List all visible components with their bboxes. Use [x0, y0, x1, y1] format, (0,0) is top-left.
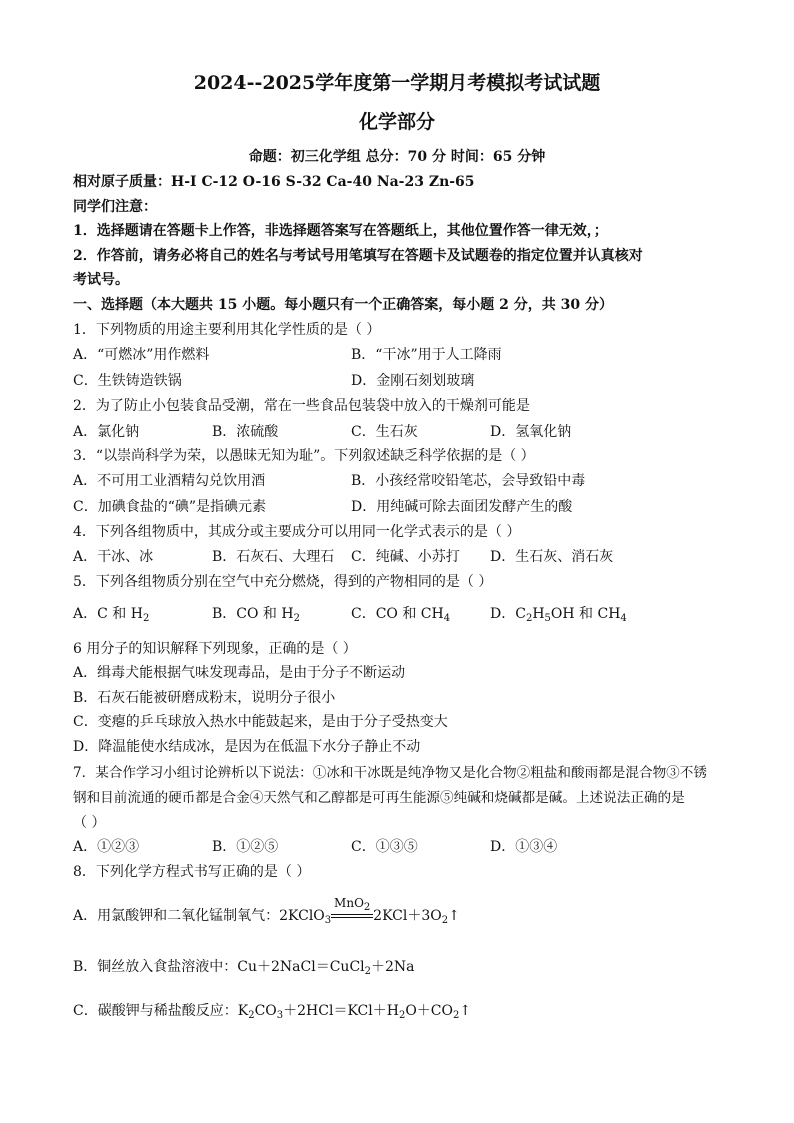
exam-subtitle: 化学部分 [358, 111, 435, 133]
question-stem: 6 用分子的知识解释下列现象，正确的是（ ） [73, 641, 357, 657]
option-a: A．“可燃冰”用作燃料 [73, 347, 210, 363]
option-d: D．氢氧化钠 [490, 424, 572, 440]
formula-text: B．CO 和 H [212, 606, 294, 622]
option-b: B．①②⑤ [212, 839, 279, 855]
question-stem: 7．某合作学习小组讨论辨析以下说法：①冰和干冰既是纯净物又是化合物②粗盐和酸雨都是混合物③不锈 [73, 765, 707, 781]
option-c [351, 605, 450, 623]
question-stem: 1．下列物质的用途主要利用其化学性质的是（ ） [73, 322, 381, 338]
formula-text: A．C 和 H [73, 606, 143, 622]
option-b: B．石灰石能被研磨成粉末，说明分子很小 [73, 690, 336, 706]
equation-text: 2KClO [279, 908, 325, 924]
equals-sign [331, 914, 373, 918]
formula-text: D．C [490, 606, 526, 622]
notice-1: 1．选择题请在答题卡上作答，非选择题答案写在答题纸上，其他位置作答一律无效，； [73, 223, 608, 239]
exam-title: 2024--2025学年度第一学期月考模拟考试试题 [193, 72, 601, 94]
question-stem: 5．下列各组物质分别在空气中充分燃烧，得到的产物相同的是（ ） [73, 574, 493, 590]
option-c: C．变瘪的乒乓球放入热水中能鼓起来，是由于分子受热变大 [73, 714, 448, 730]
option-c: C．①③⑤ [351, 839, 418, 855]
option-a: A．①②③ [73, 839, 140, 855]
option-d [490, 605, 627, 623]
option-b: B．“干冰”用于人工降雨 [351, 347, 502, 363]
catalyst-label [331, 894, 373, 912]
subscript: 5 [544, 613, 551, 624]
gas-arrow: ↑ [448, 908, 460, 924]
option-d: D．生石灰、消石灰 [490, 549, 614, 565]
section-heading: 一、选择题（本大题共 15 小题。每小题只有一个正确答案，每小题 2 分，共 30 分） [73, 297, 613, 313]
question-stem: 8．下列化学方程式书写正确的是（ ） [73, 864, 311, 880]
gas-arrow: ↑ [459, 1003, 472, 1019]
subscript: 2 [142, 613, 150, 624]
option-a [73, 896, 460, 926]
reaction-condition [331, 896, 373, 925]
option-c: C．生石灰 [351, 424, 418, 440]
subscript: 3 [324, 915, 332, 926]
subscript: 2 [525, 613, 533, 624]
option-c: C．加碘食盐的“碘”是指碘元素 [73, 499, 267, 515]
option-d: D．①③④ [490, 839, 558, 855]
option-a: A．干冰、冰 [73, 549, 154, 565]
option-label: C．碳酸钾与稀盐酸反应： [73, 1003, 238, 1019]
subscript: 2 [364, 966, 372, 977]
option-b: B．浓硫酸 [212, 424, 279, 440]
atomic-masses: 相对原子质量：H-I C-12 O-16 S-32 Ca-40 Na-23 Zn-65 [73, 174, 475, 190]
option-label: A．用氯酸钾和二氧化锰制氧气： [73, 908, 280, 924]
equation-text: 2KCl＋3O [373, 908, 442, 924]
notice-title: 同学们注意： [73, 199, 157, 215]
question-stem: 3．“以崇尚科学为荣，以愚昧无知为耻”。下列叙述缺乏科学依据的是（ ） [73, 448, 535, 464]
option-a [73, 605, 149, 623]
catalyst-text: MnO [334, 896, 364, 910]
subscript: 2 [293, 613, 300, 624]
option-a: A．不可用工业酒精勾兑饮用酒 [73, 473, 266, 489]
subscript: 2 [452, 1010, 460, 1021]
subscript: 3 [276, 1010, 284, 1021]
equation-text: CO [254, 1003, 277, 1019]
equation-text: ＋2HCl＝KCl＋H [283, 1003, 399, 1019]
option-b [73, 958, 415, 976]
subscript: 4 [620, 613, 627, 624]
option-b: B．石灰石、大理石 [212, 549, 335, 565]
subscript: 2 [441, 915, 449, 926]
option-b [212, 605, 300, 623]
option-c: C．纯碱、小苏打 [351, 549, 460, 565]
option-b: B．小孩经常咬铅笔芯，会导致铅中毒 [351, 473, 586, 489]
question-stem-cont: 钢和目前流通的硬币都是合金④天然气和乙醇都是可再生能源⑤纯碱和烧碱都是碱。上述说法正确的是 [73, 790, 685, 806]
subscript: 2 [398, 1010, 406, 1021]
exam-meta: 命题：初三化学组 总分：70 分 时间：65 分钟 [248, 149, 546, 165]
option-c: C．生铁铸造铁锅 [73, 373, 182, 389]
equation-text: O＋CO [405, 1003, 453, 1019]
notice-2b: 考试号。 [73, 272, 129, 288]
option-a: A．氯化钠 [73, 424, 140, 440]
option-d: D．金刚石刻划玻璃 [351, 373, 475, 389]
equation-text: Cu＋2NaCl＝CuCl [237, 959, 365, 975]
formula-text: H [532, 606, 545, 622]
option-d: D．用纯碱可除去面团发酵产生的酸 [351, 499, 573, 515]
question-stem: 4．下列各组物质中，其成分或主要成分可以用同一化学式表示的是（ ） [73, 524, 521, 540]
equation-text: K [237, 1003, 249, 1019]
equation-text: ＋2Na [371, 959, 415, 975]
subscript: 2 [363, 902, 371, 913]
subscript: 2 [248, 1010, 255, 1021]
question-stem-cont: （ ） [73, 815, 106, 831]
option-c [73, 1002, 471, 1020]
notice-2a: 2．作答前，请务必将自己的姓名与考试号用笔填写在答题卡及试题卷的指定位置并认真核对 [73, 248, 643, 264]
subscript: 4 [443, 613, 451, 624]
option-a: A．缉毒犬能根据气味发现毒品，是由于分子不断运动 [73, 665, 406, 681]
option-label: B．铜丝放入食盐溶液中： [73, 959, 238, 975]
option-d: D．降温能使水结成冰，是因为在低温下水分子静止不动 [73, 739, 421, 755]
formula-text: OH 和 CH [550, 606, 621, 622]
question-stem: 2．为了防止小包装食品受潮，常在一些食品包装袋中放入的干燥剂可能是 [73, 398, 530, 414]
formula-text: C．CO 和 CH [351, 606, 444, 622]
